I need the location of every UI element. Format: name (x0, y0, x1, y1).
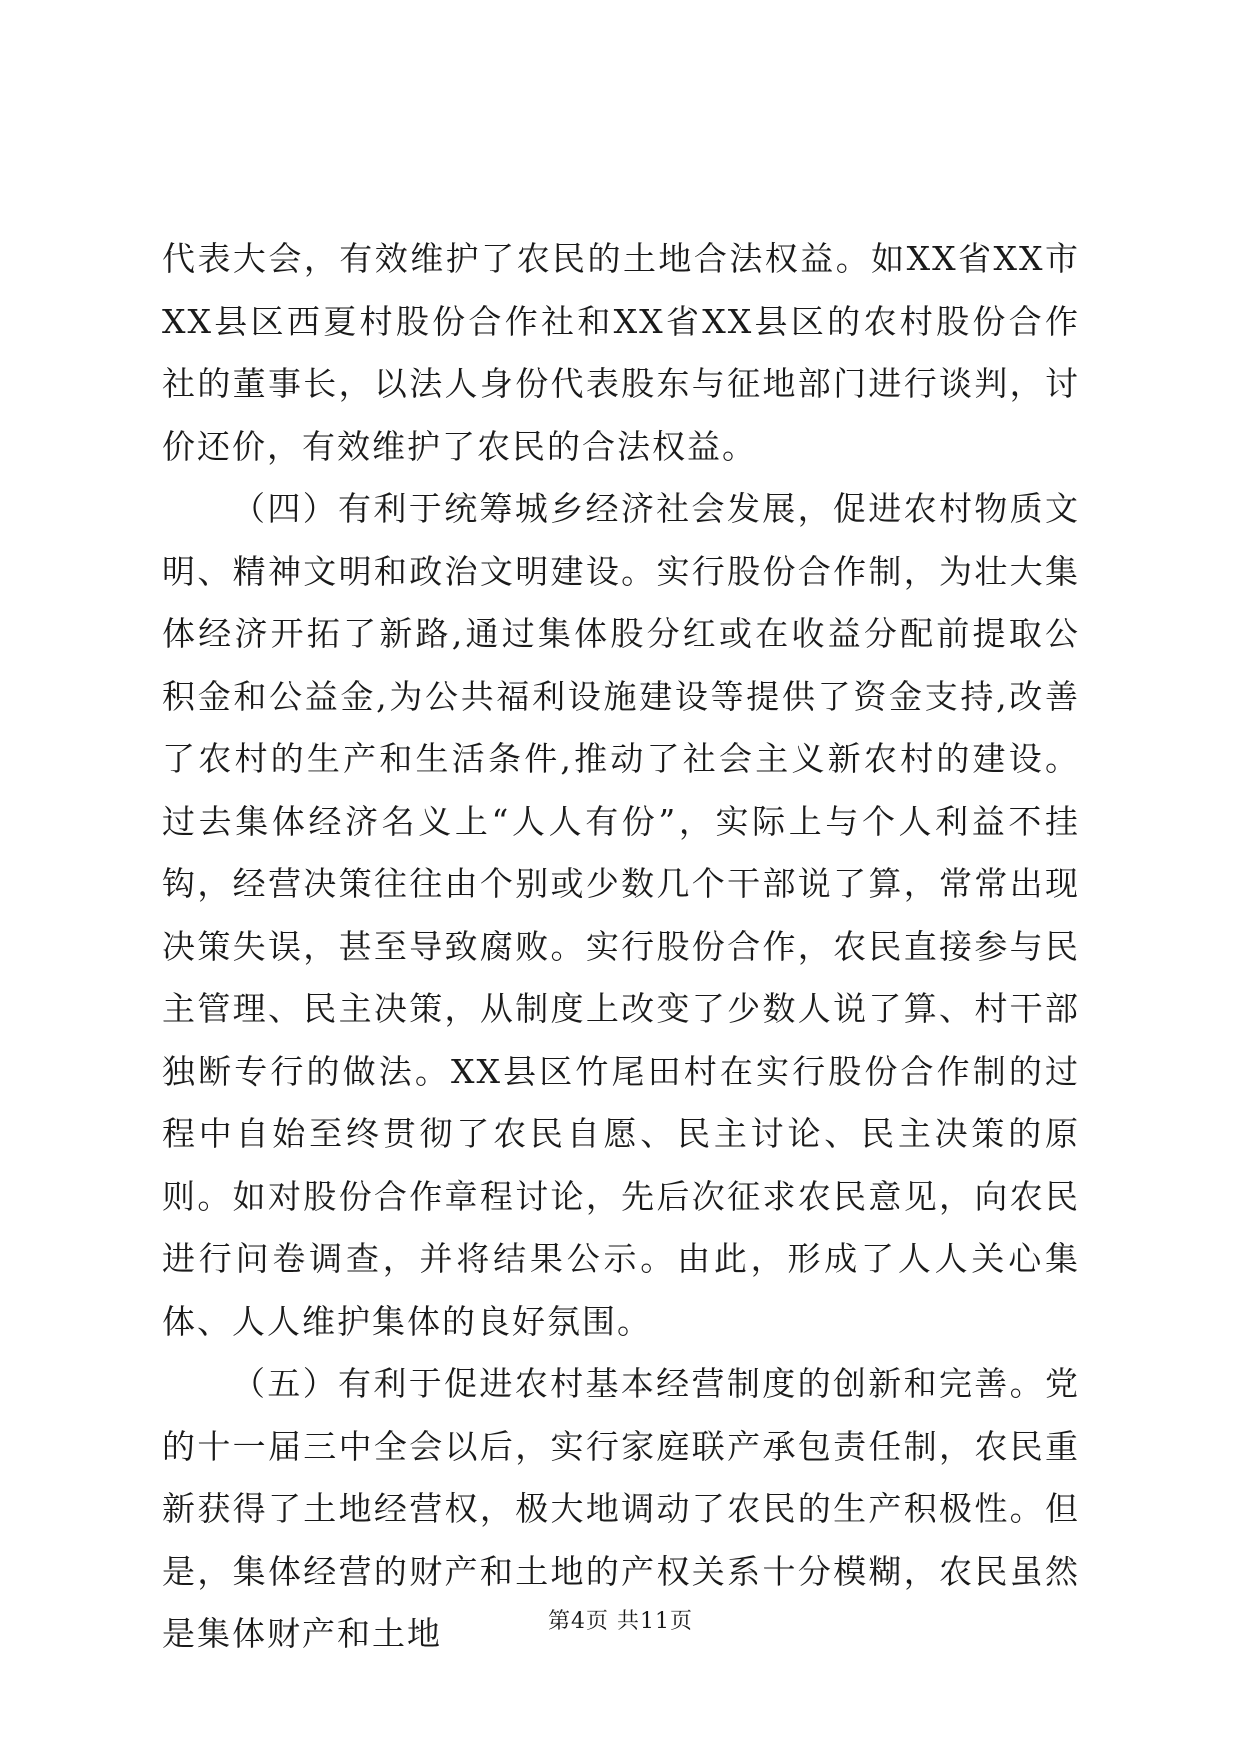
page-footer: 第4页 共11页 (548, 1609, 693, 1634)
paragraph-3: （五）有利于促进农村基本经营制度的创新和完善。党的十一届三中全会以后，实行家庭联产承包责任制，农民重新获得了土地经营权，极大地调动了农民的生产积极性。但是，集体经营的财产和土地的产权关系十分模糊，农民虽然是集体财产和土地 (162, 1364, 1080, 1653)
body-text (162, 228, 1080, 1666)
paragraph-2: （四）有利于统筹城乡经济社会发展，促进农村物质文明、精神文明和政治文明建设。实行股份合作制，为壮大集体经济开拓了新路,通过集体股分红或在收益分配前提取公积金和公益金,为公共福利设施建设等提供了资金支持,改善了农村的生产和生活条件,推动了社会主义新农村的建设。过去集体经济名义上“人人有份”，实际上与个人利益不挂钩，经营决策往往由个别或少数几个干部说了算，常常出现决策失误，甚至导致腐败。实行股份合作，农民直接参与民主管理、民主决策，从制度上改变了少数人说了算、村干部独断专行的做法。XX县区竹尾田村在实行股份合作制的过程中自始至终贯彻了农民自愿、民主讨论、民主决策的原则。如对股份合作章程讨论，先后次征求农民意见，向农民进行问卷调查，并将结果公示。由此，形成了人人关心集体、人人维护集体的良好氛围。 (162, 489, 1080, 1341)
paragraph-1: 代表大会，有效维护了农民的土地合法权益。如XX省XX市XX县区西夏村股份合作社和XX省XX县区的农村股份合作社的董事长，以法人身份代表股东与征地部门进行谈判，讨价还价，有效维护了农民的合法权益。 (162, 239, 1080, 466)
